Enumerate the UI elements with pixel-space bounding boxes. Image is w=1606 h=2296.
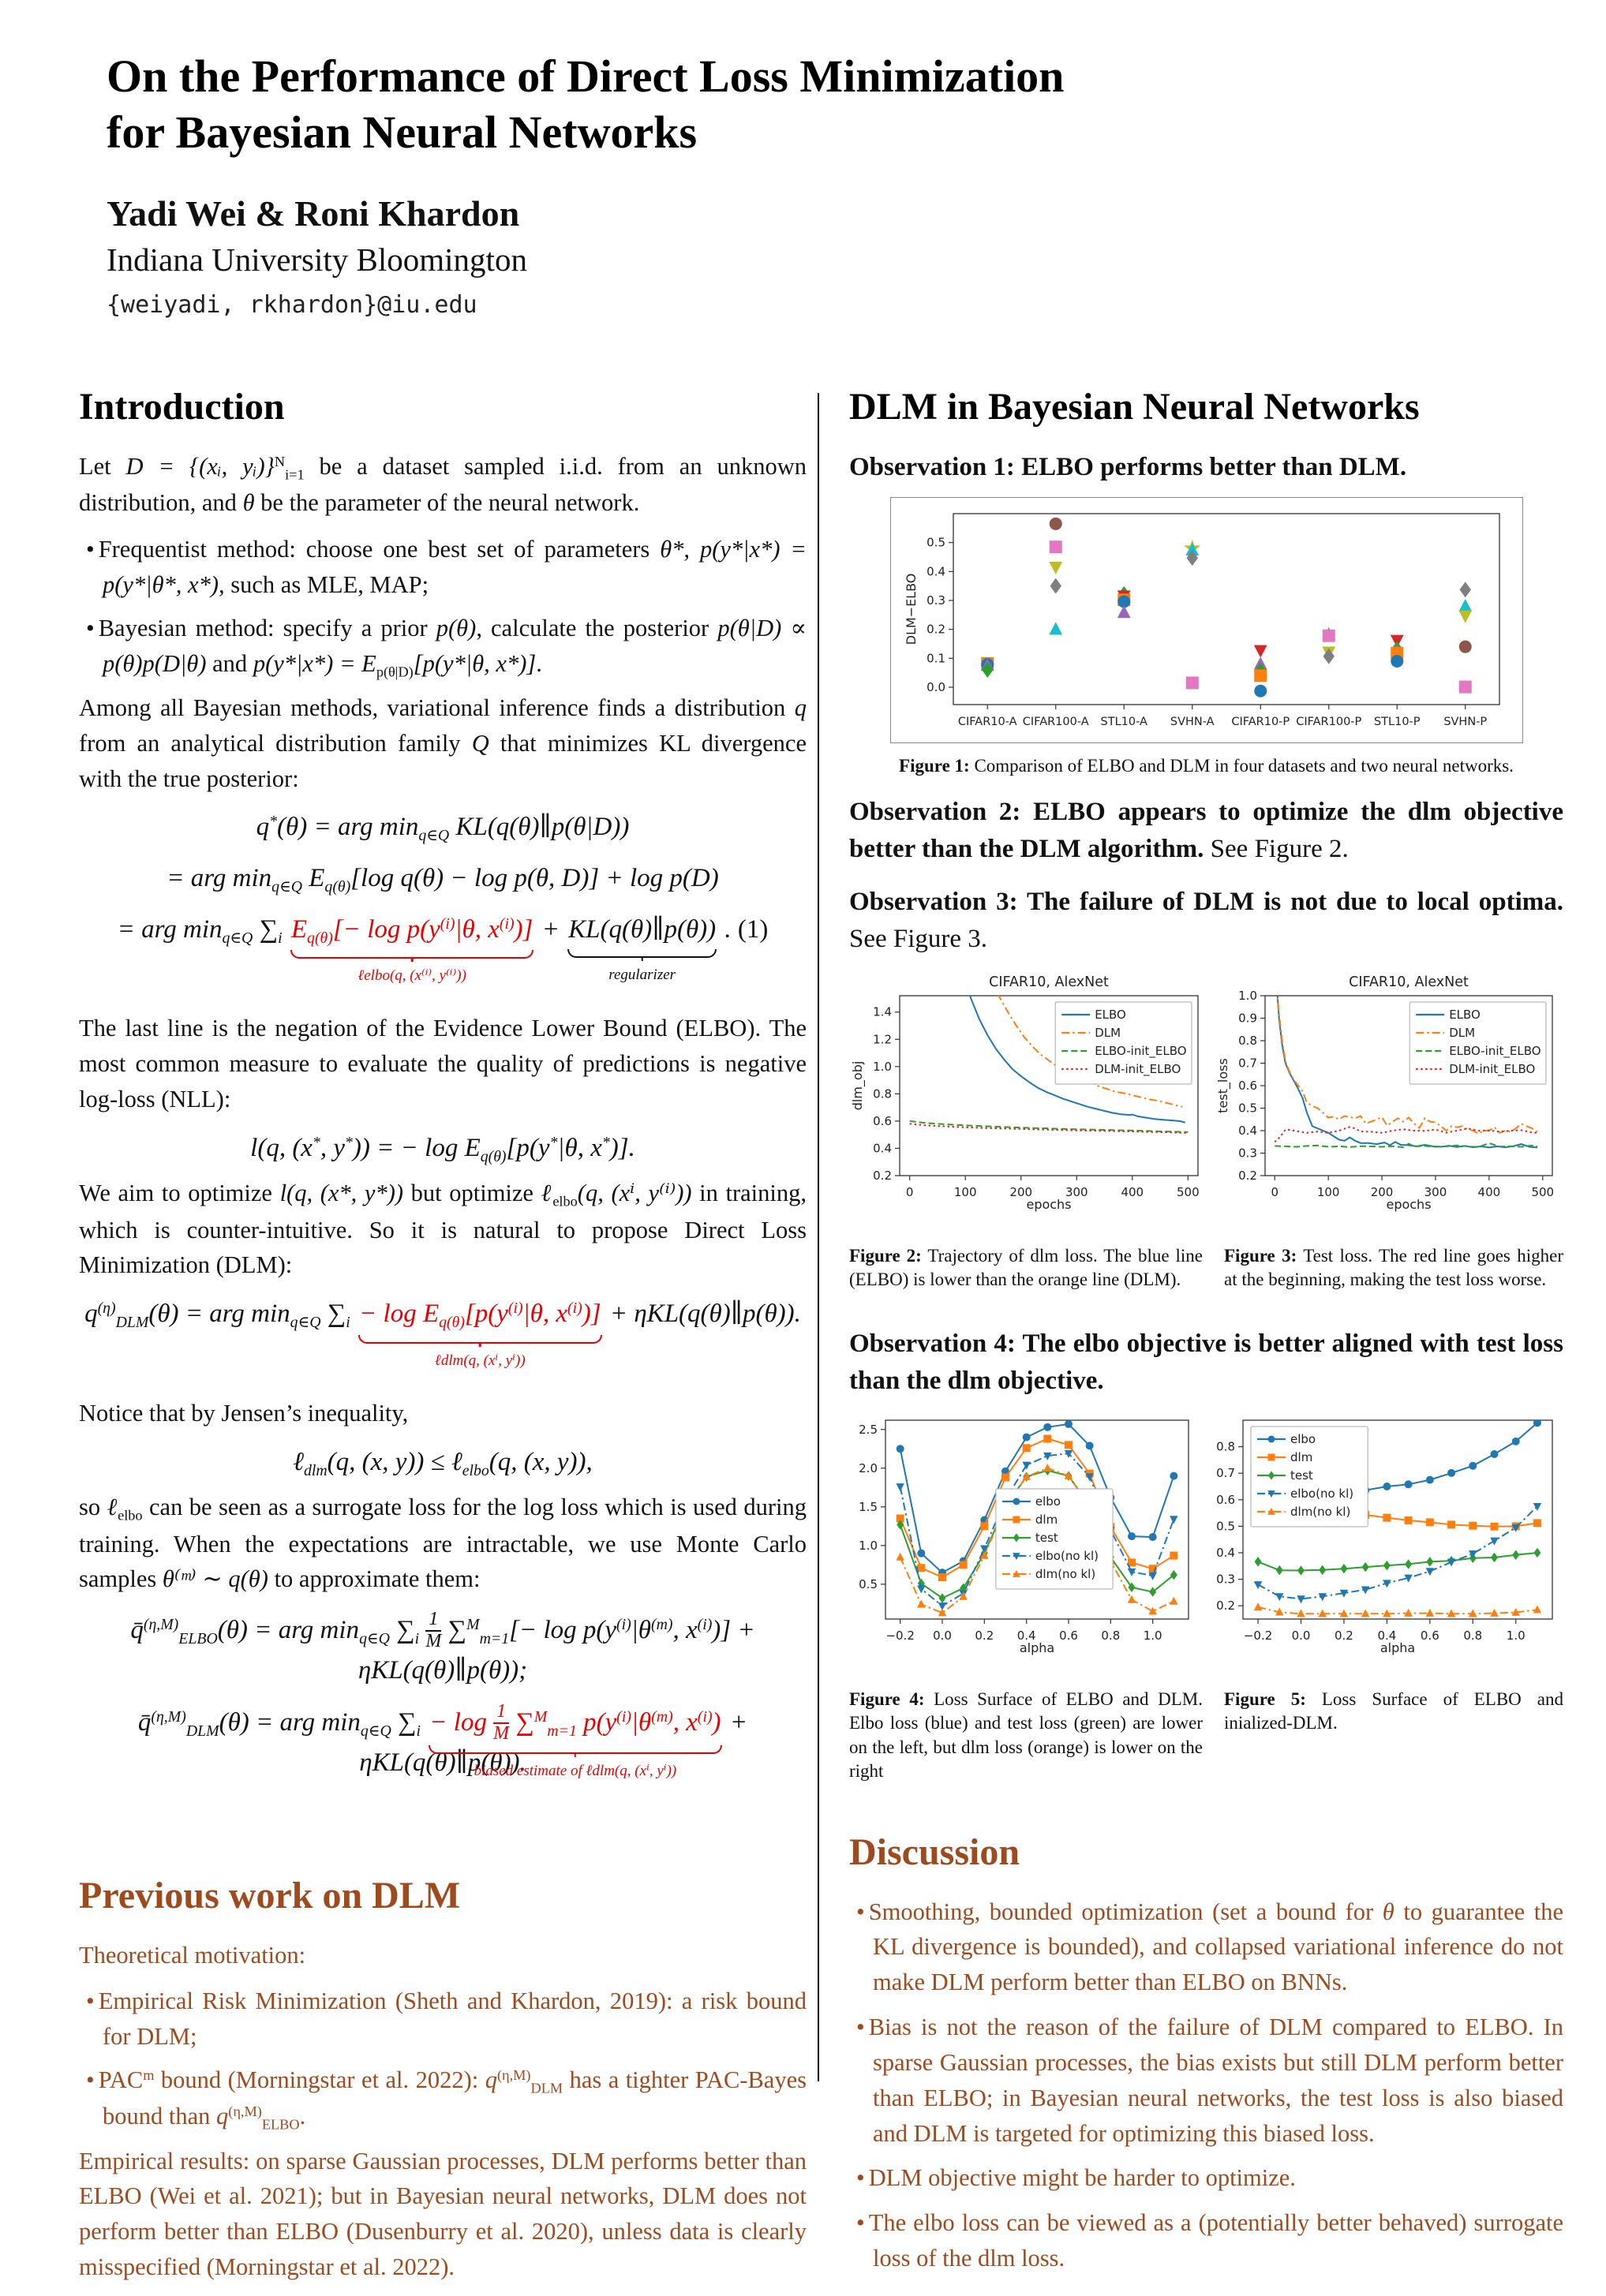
svg-text:2.0: 2.0 (859, 1460, 878, 1475)
svg-text:0.2: 0.2 (975, 1629, 994, 1643)
left-column (79, 385, 807, 2296)
svg-text:0.4: 0.4 (1216, 1546, 1235, 1561)
svg-text:ELBO: ELBO (1095, 1007, 1126, 1022)
svg-text:0.6: 0.6 (1420, 1629, 1439, 1643)
svg-text:0.1: 0.1 (926, 651, 945, 666)
figure-2-caption-label: Figure 2: (849, 1245, 922, 1266)
intro-paragraph-2: Among all Bayesian methods, variational inference finds a distribution q from an analytical distribution family Q that minimizes KL divergence with the true posterior: (79, 694, 807, 792)
equation-1-line-3: = arg $\min_{q\in Q} \sum_i$ $E_{q(\theta)}[- \log p(y^{(i)}|\theta$, $x^{(i)}$)] ℓelbo(q, (x⁽ⁱ⁾, y⁽ⁱ⁾)) + KL(q(θ)∥p(θ)) regularizer . (1) (117, 914, 769, 985)
discussion-bullet-2: • Bias is not the reason of the failure of DLM compared to ELBO. In sparse Gaussian processes, the bias exists but still DLM perform better than ELBO; in Bayesian neural networks, the test loss is also biased and DLM is targeted for optimizing this biased loss. (849, 2010, 1563, 2151)
svg-text:0.0: 0.0 (933, 1629, 952, 1643)
svg-text:alpha: alpha (1380, 1640, 1416, 1656)
figure-3-chart (1215, 969, 1563, 1217)
svg-text:1.2: 1.2 (873, 1031, 892, 1046)
figure-4-5-captions (849, 1670, 1563, 1801)
svg-text:CIFAR10, AlexNet: CIFAR10, AlexNet (1349, 974, 1469, 990)
svg-text:0.3: 0.3 (1238, 1146, 1257, 1161)
figure-4-chart (849, 1411, 1200, 1660)
equation-nll: l(q, (x*, y*)) = − $\log E_{q(\theta)}[p(y^*|\theta$, x*)]. (250, 1133, 635, 1165)
figure-2-3-row (849, 969, 1563, 1217)
affiliation: Indiana University Bloomington (107, 241, 527, 278)
title-line-2: for Bayesian Neural Networks (107, 106, 698, 158)
svg-text:ELBO-init_ELBO: ELBO-init_ELBO (1095, 1043, 1187, 1058)
svg-text:1.5: 1.5 (859, 1499, 878, 1514)
svg-text:STL10-A: STL10-A (1100, 715, 1147, 728)
svg-text:0.4: 0.4 (873, 1141, 892, 1156)
svg-text:0.6: 0.6 (873, 1113, 892, 1128)
svg-text:dlm: dlm (1290, 1450, 1313, 1465)
svg-text:0.4: 0.4 (1238, 1123, 1257, 1138)
svg-text:1.0: 1.0 (859, 1538, 878, 1553)
intro-paragraph-3: The last line is the negation of the Evidence Lower Bound (ELBO). The most common measure to evaluate the quality of predictions is negative log-loss (NLL): (79, 1015, 807, 1112)
figure-1-caption-label: Figure 1: (899, 755, 970, 776)
column-divider (818, 393, 819, 2081)
poster-header (107, 49, 1448, 319)
svg-text:1.0: 1.0 (1143, 1629, 1162, 1643)
svg-text:500: 500 (1531, 1184, 1555, 1199)
figure-1-frame (890, 497, 1523, 743)
svg-text:1.4: 1.4 (873, 1004, 892, 1019)
svg-text:DLM-init_ELBO: DLM-init_ELBO (1449, 1061, 1536, 1076)
equation-mc-dlm: q̄$^{(\eta,M)}_{DLM}$(θ) = arg $\min_{q\in Q} \sum_i - \log$ $\frac{1}{M}$ ∑$^M_{m=1}$ $p(y^{(i)}|\theta^{(m)}$, $x^{(i)}$) biased estimate of ℓdlm(q, (xⁱ, yⁱ)) + ηKL(q(θ)∥p(θ)). (137, 1701, 748, 1779)
figure-4-caption (849, 1688, 1203, 1783)
figure-5-caption (1224, 1688, 1563, 1783)
svg-text:test_loss: test_loss (1215, 1057, 1230, 1113)
svg-text:DLM: DLM (1449, 1025, 1476, 1040)
equation-1-line-2: = arg $\min_{q\in Q} E_{q(\theta)}[\log$ q(θ) − log p(θ, D)] + log p(D) (167, 863, 719, 896)
svg-text:CIFAR100-P: CIFAR100-P (1295, 715, 1361, 728)
discussion-section (849, 1830, 1563, 2276)
svg-text:DLM: DLM (1095, 1025, 1121, 1040)
svg-text:−0.2: −0.2 (885, 1629, 915, 1643)
figure-5-chart (1207, 1411, 1563, 1660)
svg-text:0.3: 0.3 (1216, 1572, 1235, 1587)
svg-text:DLM−ELBO: DLM−ELBO (903, 573, 919, 645)
svg-text:alpha: alpha (1019, 1640, 1055, 1656)
prevwork-intro: Theoretical motivation: (79, 1941, 306, 1969)
figure-2-caption-text: Trajectory of dlm loss. The blue line (ELBO) is lower than the orange line (DLM). (849, 1245, 1203, 1290)
svg-text:dlm_obj: dlm_obj (850, 1060, 865, 1110)
svg-text:0.4: 0.4 (1016, 1629, 1036, 1643)
svg-text:0.0: 0.0 (1291, 1629, 1311, 1643)
svg-text:STL10-P: STL10-P (1373, 715, 1421, 728)
svg-text:0.5: 0.5 (1216, 1519, 1235, 1534)
svg-text:epochs: epochs (1386, 1196, 1432, 1212)
figure-2-chart (849, 969, 1209, 1217)
svg-text:CIFAR10-P: CIFAR10-P (1230, 715, 1290, 728)
svg-text:dlm(no kl): dlm(no kl) (1035, 1567, 1096, 1582)
intro-bullet-frequentist: • Frequentist method: choose one best set of parameters θ*, p(y*|x*) = p(y*|θ*, x*), such as MLE, MAP; (79, 532, 807, 603)
intro-paragraph-6: so ℓ$_{elbo}$ can be seen as a surrogate loss for the log loss which is used during training. When the expectations are intractable, we use Monte Carlo samples θ⁽ᵐ⁾ ∼ q(θ) to approximate them: (79, 1494, 807, 1593)
svg-text:−0.2: −0.2 (1243, 1629, 1273, 1643)
equation-1-line-1: q*(θ) = arg $\min_{q\in Q}$ KL(q(θ)∥p(θ|D)) (256, 813, 630, 845)
svg-text:0.6: 0.6 (1059, 1629, 1078, 1643)
equation-mc-elbo: q̄$^{(\eta,M)}_{ELBO}$(θ) = arg $\min_{q\in Q} \sum_i$ $\frac{1}{M}$ $\sum^M_{m=1}[- \log p(y^{(i)}|\theta^{(m)}$, $x^{(i)}$)] + ηKL(q(θ)∥p(θ)); (130, 1609, 755, 1685)
svg-text:0.5: 0.5 (1238, 1101, 1257, 1116)
prevwork-bullet-erm: • Empirical Risk Minimization (Sheth and Khardon, 2019): a risk bound for DLM; (79, 1984, 807, 2055)
right-column (849, 385, 1563, 2286)
figure-2-caption (849, 1244, 1203, 1292)
svg-text:100: 100 (1316, 1184, 1340, 1199)
svg-text:0.7: 0.7 (1238, 1056, 1257, 1071)
svg-text:DLM-init_ELBO: DLM-init_ELBO (1095, 1061, 1181, 1076)
figure-3-caption (1224, 1244, 1563, 1292)
svg-text:500: 500 (1176, 1184, 1200, 1199)
svg-text:0.8: 0.8 (1216, 1439, 1235, 1454)
svg-text:test: test (1290, 1468, 1313, 1483)
intro-paragraph-5: Notice that by Jensen’s inequality, (79, 1399, 409, 1427)
svg-text:elbo: elbo (1035, 1494, 1061, 1509)
svg-text:0.2: 0.2 (1216, 1599, 1235, 1614)
poster-title (107, 49, 1448, 161)
observation-4: Observation 4: The elbo objective is better aligned with test loss than the dlm objective. (849, 1329, 1563, 1396)
svg-text:0.8: 0.8 (1238, 1033, 1257, 1048)
svg-text:elbo: elbo (1290, 1432, 1316, 1447)
svg-text:0.6: 0.6 (1238, 1078, 1257, 1093)
svg-text:400: 400 (1121, 1184, 1144, 1199)
figure-5-caption-label: Figure 5: (1224, 1689, 1306, 1710)
intro-paragraph-1: Let D = {(xᵢ, yᵢ)}$^N_{i=1}$ be a dataset sampled i.i.d. from an unknown distribution, and θ be the parameter of the neural network. (79, 453, 807, 517)
observation-2: Observation 2: ELBO appears to optimize the dlm objective better than the DLM algorithm. See Figure 2. (849, 798, 1563, 864)
svg-text:0.5: 0.5 (926, 535, 945, 550)
svg-text:2.5: 2.5 (859, 1422, 878, 1437)
prevwork-empirical: Empirical results: on sparse Gaussian processes, DLM performs better than ELBO (Wei et al. 2021); but in Bayesian neural networks, DLM does not perform better than ELBO (Dusenburry et al. 2020), unless data is clearly misspecified (Morningstar et al. 2022). (79, 2147, 807, 2281)
svg-text:CIFAR10-A: CIFAR10-A (957, 715, 1017, 728)
figure-4-caption-label: Figure 4: (849, 1689, 925, 1710)
svg-text:0.6: 0.6 (1216, 1492, 1235, 1507)
figure-4-caption-text: Loss Surface of ELBO and DLM. Elbo loss (blue) and test loss (green) are lower on the left, but dlm loss (orange) is lower on the right (849, 1689, 1203, 1782)
figure-1-caption-text: Comparison of ELBO and DLM in four datasets and two neural networks. (969, 755, 1514, 776)
equation-jensen: ℓ$_{dlm}$(q, (x, y)) ≤ ℓ$_{elbo}$(q, (x, y)), (293, 1447, 593, 1479)
intro-bullet-bayesian: • Bayesian method: specify a prior p(θ), calculate the posterior p(θ|D) ∝ p(θ)p(D|θ) and $p(y*|x*) = E_{p(\theta|D)}[p(y*|\theta$, x*)]. (79, 611, 807, 682)
svg-text:CIFAR100-A: CIFAR100-A (1022, 715, 1089, 728)
svg-text:0.2: 0.2 (1238, 1168, 1257, 1183)
svg-text:0.2: 0.2 (1335, 1629, 1353, 1643)
figure-5-caption-text: Loss Surface of ELBO and inialized-DLM. (1224, 1689, 1563, 1733)
svg-text:0.7: 0.7 (1216, 1466, 1235, 1481)
svg-text:0: 0 (905, 1184, 914, 1199)
svg-text:SVHN-P: SVHN-P (1443, 715, 1487, 728)
figure-4-5-row (849, 1411, 1563, 1660)
svg-text:0.9: 0.9 (1238, 1011, 1257, 1026)
svg-text:0.8: 0.8 (1463, 1629, 1483, 1643)
previous-work-section (79, 1874, 807, 2285)
figure-3-caption-text: Test loss. The red line goes higher at the beginning, making the test loss worse. (1224, 1245, 1563, 1290)
equation-dlm: $q^{(\eta)}_{DLM}(\theta)$ = arg $\min_{q\in Q} \sum_i - \log E_{q(\theta)}[p(y^{(i)}|\theta$, $x^{(i)}$)] ℓdlm(q, (xⁱ, yⁱ)) + ηKL(q(θ)∥p(θ)). (84, 1299, 801, 1369)
prevwork-bullet-pac: • PAC$^m$ bound (Morningstar et al. 2022): $q^{(\eta,M)}_{DLM}$ has a tighter PAC-Bayes bound than $q^{(\eta,M)}_{ELBO}$. (79, 2062, 807, 2136)
svg-text:1.0: 1.0 (1238, 988, 1257, 1003)
discussion-bullet-1: • Smoothing, bounded optimization (set a bound for θ to guarantee the KL divergence is bounded), and collapsed variational inference do not make DLM perform better than ELBO on BNNs. (849, 1894, 1563, 2000)
svg-text:SVHN-A: SVHN-A (1170, 715, 1215, 728)
svg-text:1.0: 1.0 (1506, 1629, 1526, 1643)
svg-text:0.2: 0.2 (926, 622, 945, 637)
svg-text:0.8: 0.8 (873, 1086, 892, 1101)
previous-work-heading: Previous work on DLM (79, 1874, 461, 1916)
discussion-heading: Discussion (849, 1830, 1020, 1873)
title-line-1: On the Performance of Direct Loss Minimization (107, 50, 1065, 102)
svg-text:elbo(no kl): elbo(no kl) (1290, 1486, 1354, 1501)
svg-text:ELBO: ELBO (1449, 1007, 1481, 1022)
figure-3-caption-label: Figure 3: (1224, 1245, 1297, 1266)
discussion-bullet-3: • DLM objective might be harder to optimize. (849, 2160, 1563, 2196)
discussion-bullet-4: • The elbo loss can be viewed as a (potentially better behaved) surrogate loss of the dlm loss. (849, 2205, 1563, 2276)
dlm-bnn-heading: DLM in Bayesian Neural Networks (849, 386, 1420, 428)
svg-text:100: 100 (953, 1184, 977, 1199)
svg-text:1.0: 1.0 (873, 1059, 892, 1074)
figure-1-chart (903, 504, 1511, 735)
svg-text:0.2: 0.2 (873, 1168, 892, 1183)
observation-3: Observation 3: The failure of DLM is not due to local optima. See Figure 3. (849, 887, 1563, 953)
intro-paragraph-4: We aim to optimize l(q, (x*, y*)) but optimize ℓ$_{elbo}$(q, (xⁱ, y⁽ⁱ⁾)) in training, which is counter-intuitive. So it is natural to propose Direct Loss Minimization (DLM): (79, 1180, 807, 1279)
figure-2-3-captions (849, 1226, 1563, 1311)
svg-text:dlm(no kl): dlm(no kl) (1290, 1505, 1351, 1520)
email: {weiyadi, rkhardon}@iu.edu (107, 290, 477, 319)
svg-text:0.8: 0.8 (1101, 1629, 1121, 1643)
svg-text:400: 400 (1477, 1184, 1501, 1199)
svg-text:elbo(no kl): elbo(no kl) (1035, 1549, 1099, 1564)
svg-text:0.0: 0.0 (926, 679, 945, 694)
svg-text:0.4: 0.4 (926, 564, 945, 579)
svg-text:0.4: 0.4 (1377, 1629, 1397, 1643)
intro-heading: Introduction (79, 386, 285, 428)
svg-text:ELBO-init_ELBO: ELBO-init_ELBO (1449, 1043, 1541, 1058)
svg-text:test: test (1035, 1531, 1058, 1546)
svg-text:300: 300 (1424, 1184, 1447, 1199)
svg-text:0.5: 0.5 (859, 1576, 878, 1591)
figure-1-caption (849, 754, 1563, 778)
observation-1: Observation 1: ELBO performs better than DLM. (849, 453, 1407, 481)
svg-text:CIFAR10, AlexNet: CIFAR10, AlexNet (989, 974, 1109, 990)
svg-text:300: 300 (1065, 1184, 1088, 1199)
svg-text:200: 200 (1370, 1184, 1394, 1199)
svg-text:dlm: dlm (1035, 1513, 1058, 1528)
svg-text:0.3: 0.3 (926, 593, 945, 608)
svg-text:epochs: epochs (1026, 1196, 1072, 1212)
svg-text:0: 0 (1271, 1184, 1278, 1199)
authors: Yadi Wei & Roni Khardon (107, 193, 520, 234)
svg-text:200: 200 (1009, 1184, 1033, 1199)
